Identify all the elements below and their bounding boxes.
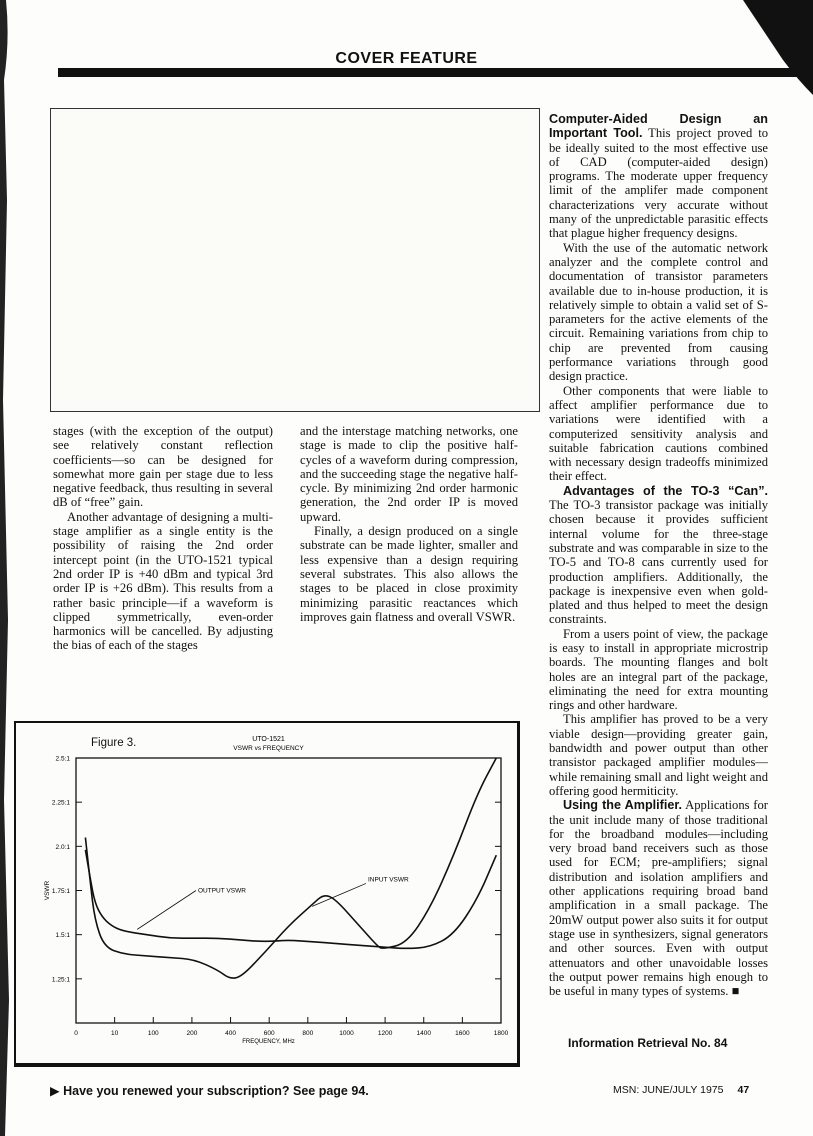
annotation-output-vswr: OUTPUT VSWR	[198, 887, 246, 895]
paragraph: Other components that were liable to affect amplifier performance due to variations were identified with a computerized sensitivity analysis and suitable fabrication cautions combined with necessary design tradeoffs minimized their effect.	[549, 383, 768, 484]
vswr-chart	[16, 723, 512, 1057]
x-tick-label: 0	[74, 1030, 78, 1037]
page-number: 47	[737, 1084, 750, 1096]
y-tick-label: 2.25:1	[51, 799, 70, 807]
x-tick-label: 200	[186, 1030, 198, 1037]
paragraph: Finally, a design produced on a single substrate can be made lighter, smaller and less expensive than a design requiring several substrates. This also allows the stages to be placed in close proximity minimizing parasitic reactances which improves gain flatness and overall VSWR.	[300, 524, 518, 624]
paragraph: and the interstage matching networks, one stage is made to clip the positive half-cycles of a waveform during compression, and the succeeding stage the negative half-cycle. By minimizing 2nd order harmonic generation, the 2nd order IP is moved upward.	[300, 424, 518, 524]
info-retrieval: Information Retrieval No. 84	[568, 1036, 728, 1050]
paragraph: From a users point of view, the package is easy to install in appropriate microstrip boards. The mounting flanges and bolt holes are an integral part of the package, eliminating the need for extra mounting rings and other hardware.	[549, 626, 768, 713]
footer-issue	[613, 1084, 749, 1096]
y-tick-label: 1.5:1	[55, 932, 70, 940]
chart-subtitle: VSWR vs FREQUENCY	[233, 745, 304, 752]
paragraph: Another advantage of designing a multi-stage amplifier as a single entity is the possibility of raising the 2nd order intercept point (in the UTO-1521 typical 2nd order IP is +40 dBm and typical 3rd order IP is +26 dBm). This results from a rather basic principle—if a waveform is clipped symmetrically, even-order harmonics will be cancelled. By adjusting the bias of each of the stages	[53, 509, 273, 653]
paragraph	[549, 798, 768, 998]
paragraph-text: This project proved to be ideally suited to the most effective use of CAD (computer-aided design) programs. The moderate upper frequency limit of the amplifer made component characterizations very accurate without many of the unpredictable parasitic effects that plague higher frequency designs.	[549, 126, 768, 241]
x-tick-label: 1600	[455, 1030, 470, 1037]
subscription-note: ▶ Have you renewed your subscription? See page 94.	[50, 1084, 369, 1098]
series-line-input-vswr	[85, 758, 496, 978]
figure-3	[14, 721, 520, 1067]
issue-date: MSN: JUNE/JULY 1975	[613, 1084, 724, 1096]
x-tick-label: 10	[111, 1030, 119, 1037]
x-tick-label: 400	[225, 1030, 236, 1037]
text-column-1	[53, 424, 273, 653]
header-rule	[58, 68, 800, 77]
x-tick-label: 1200	[377, 1030, 393, 1037]
annotation-input-vswr: INPUT VSWR	[368, 876, 409, 884]
annotation-leader	[137, 891, 196, 930]
y-tick-label: 1.25:1	[51, 976, 70, 984]
text-column-2	[300, 424, 518, 624]
text-column-3	[549, 112, 768, 998]
page-corner-shadow	[703, 0, 813, 95]
paragraph	[549, 112, 768, 241]
figure-label: Figure 3.	[91, 737, 137, 749]
x-axis-label: FREQUENCY, MHz	[242, 1039, 295, 1045]
y-tick-label: 1.75:1	[51, 888, 70, 895]
series-line-output-vswr	[85, 850, 496, 948]
x-tick-label: 100	[147, 1030, 159, 1037]
paragraph-text: The TO-3 transistor package was initially chosen because it provides sufficient internal volume for the three-stage substrate and was comparable in size to the TO-5 and TO-8 cans currently used for production amplifiers. Additionally, the package is inexpensive even when gold-plated and thus helped to meet the design constraints.	[549, 498, 768, 627]
paragraph: This amplifier has proved to be a very viable design—providing greater gain, bandwidth and power output than other transistor packaged amplifier modules—while remaining small and light weight and offering good hermiticity.	[549, 712, 768, 798]
section-heading: Computer-Aided Design an Important Tool.	[549, 112, 768, 141]
x-tick-label: 800	[302, 1030, 314, 1037]
y-tick-label: 2.0:1	[55, 843, 70, 851]
section-heading: Advantages of the TO-3 “Can”.	[563, 483, 768, 498]
y-axis-label: VSWR	[44, 880, 51, 901]
paragraph: With the use of the automatic network analyzer and the complete control and documentation of transistor parameters available due to in-house production, it is relatively simple to obtain a valid set of S-parameters for the active elements of the circuit. Remaining variations from chip to chip are prevented from causing performance variations through good design practice.	[549, 240, 768, 384]
blank-photo-area	[50, 108, 540, 412]
paragraph: stages (with the exception of the output) see relatively constant reflection coefficients—so can be designed for somewhat more gain per stage due to less negative feedback, thus resulting in several dB of “free” gain.	[53, 424, 273, 510]
y-tick-label: 2.5:1	[55, 755, 70, 763]
paragraph	[549, 484, 768, 627]
x-tick-label: 600	[263, 1030, 275, 1037]
x-tick-label: 1000	[339, 1030, 354, 1037]
x-tick-label: 1400	[416, 1030, 431, 1037]
x-tick-label: 1800	[493, 1030, 509, 1037]
chart-title: UTO-1521	[252, 736, 285, 743]
section-heading: Using the Amplifier.	[563, 798, 683, 813]
section-header: COVER FEATURE	[335, 50, 478, 67]
paragraph-text: Applications for the unit include many of those traditional for the broadband modules—including very broad band receivers such as those used for ECM; pre-amplifiers; signal distribution and isolation amplifiers and other applications requiring broad band amplification in a small package. The 20mW output power also suits it for output stage use in synthesizers, signal generators and other sources. Even with output attenuators and other unavoidable losses the output power remains high enough to be useful in many types of systems. ■	[549, 798, 768, 999]
